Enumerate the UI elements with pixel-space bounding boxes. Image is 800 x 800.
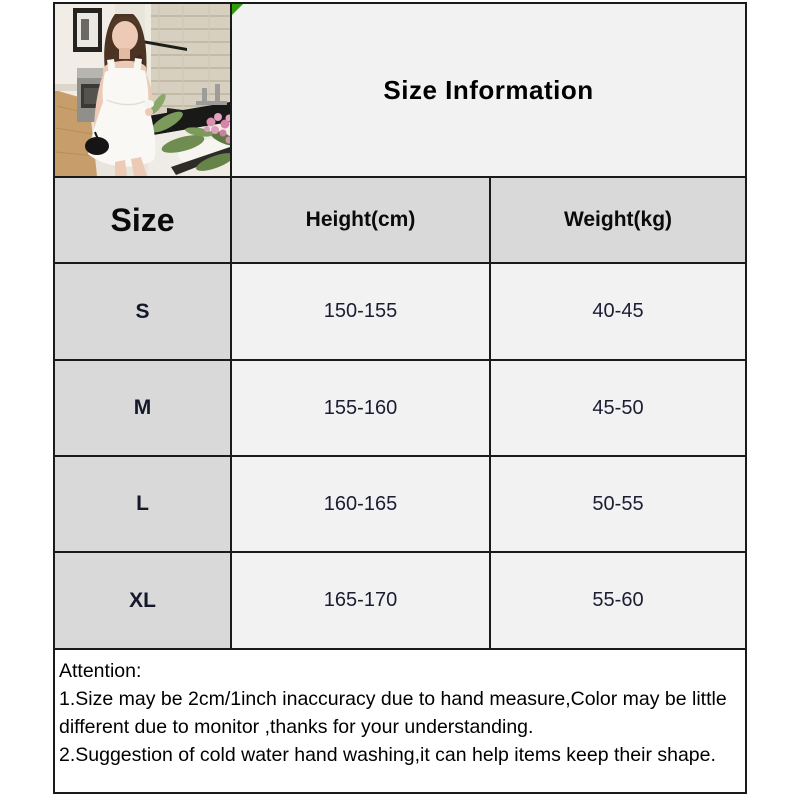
attention-line-1: 1.Size may be 2cm/1inch inaccuracy due to hand measure,Color may be little — [59, 688, 727, 710]
weight-column-header-cell — [491, 178, 745, 262]
weight-cell-xl — [491, 553, 745, 648]
height-column-header: Height(cm) — [305, 208, 416, 231]
weight-cell-s — [491, 264, 745, 359]
size-label-xl: XL — [129, 588, 156, 612]
product-photo — [55, 4, 230, 176]
weight-column-header: Weight(kg) — [563, 208, 673, 231]
weight-cell-m — [491, 361, 745, 455]
height-value-xl: 165-170 — [323, 589, 398, 611]
height-cell-l — [232, 457, 489, 551]
height-cell-xl — [232, 553, 489, 648]
size-cell-xl — [55, 553, 230, 648]
size-cell-l — [55, 457, 230, 551]
attention-heading: Attention: — [59, 660, 142, 682]
height-value-s: 150-155 — [323, 300, 398, 322]
product-photo-cell — [55, 4, 230, 176]
height-cell-s — [232, 264, 489, 359]
weight-value-m: 45-50 — [592, 396, 644, 419]
weight-value-l: 50-55 — [592, 492, 644, 515]
title-cell — [232, 4, 745, 176]
height-value-m: 155-160 — [323, 396, 398, 419]
size-cell-m — [55, 361, 230, 455]
height-value-l: 160-165 — [323, 492, 398, 515]
weight-value-xl: 55-60 — [592, 589, 644, 611]
height-cell-m — [232, 361, 489, 455]
size-label-l: L — [136, 492, 149, 515]
green-corner-marker — [232, 4, 243, 15]
size-label-m: M — [133, 396, 152, 419]
attention-line-3: 2.Suggestion of cold water hand washing,it can help items keep their shape. — [59, 744, 716, 766]
attention-note — [55, 650, 745, 792]
attention-line-2: different due to monitor ,thanks for your understanding. — [59, 716, 534, 738]
weight-cell-l — [491, 457, 745, 551]
size-label-s: S — [135, 299, 150, 323]
size-column-header: Size — [110, 201, 175, 238]
page-title: Size Information — [383, 74, 594, 105]
size-chart-table — [53, 2, 747, 794]
height-column-header-cell — [232, 178, 489, 262]
weight-value-s: 40-45 — [592, 300, 644, 322]
size-column-header-cell — [55, 178, 230, 262]
size-cell-s — [55, 264, 230, 359]
